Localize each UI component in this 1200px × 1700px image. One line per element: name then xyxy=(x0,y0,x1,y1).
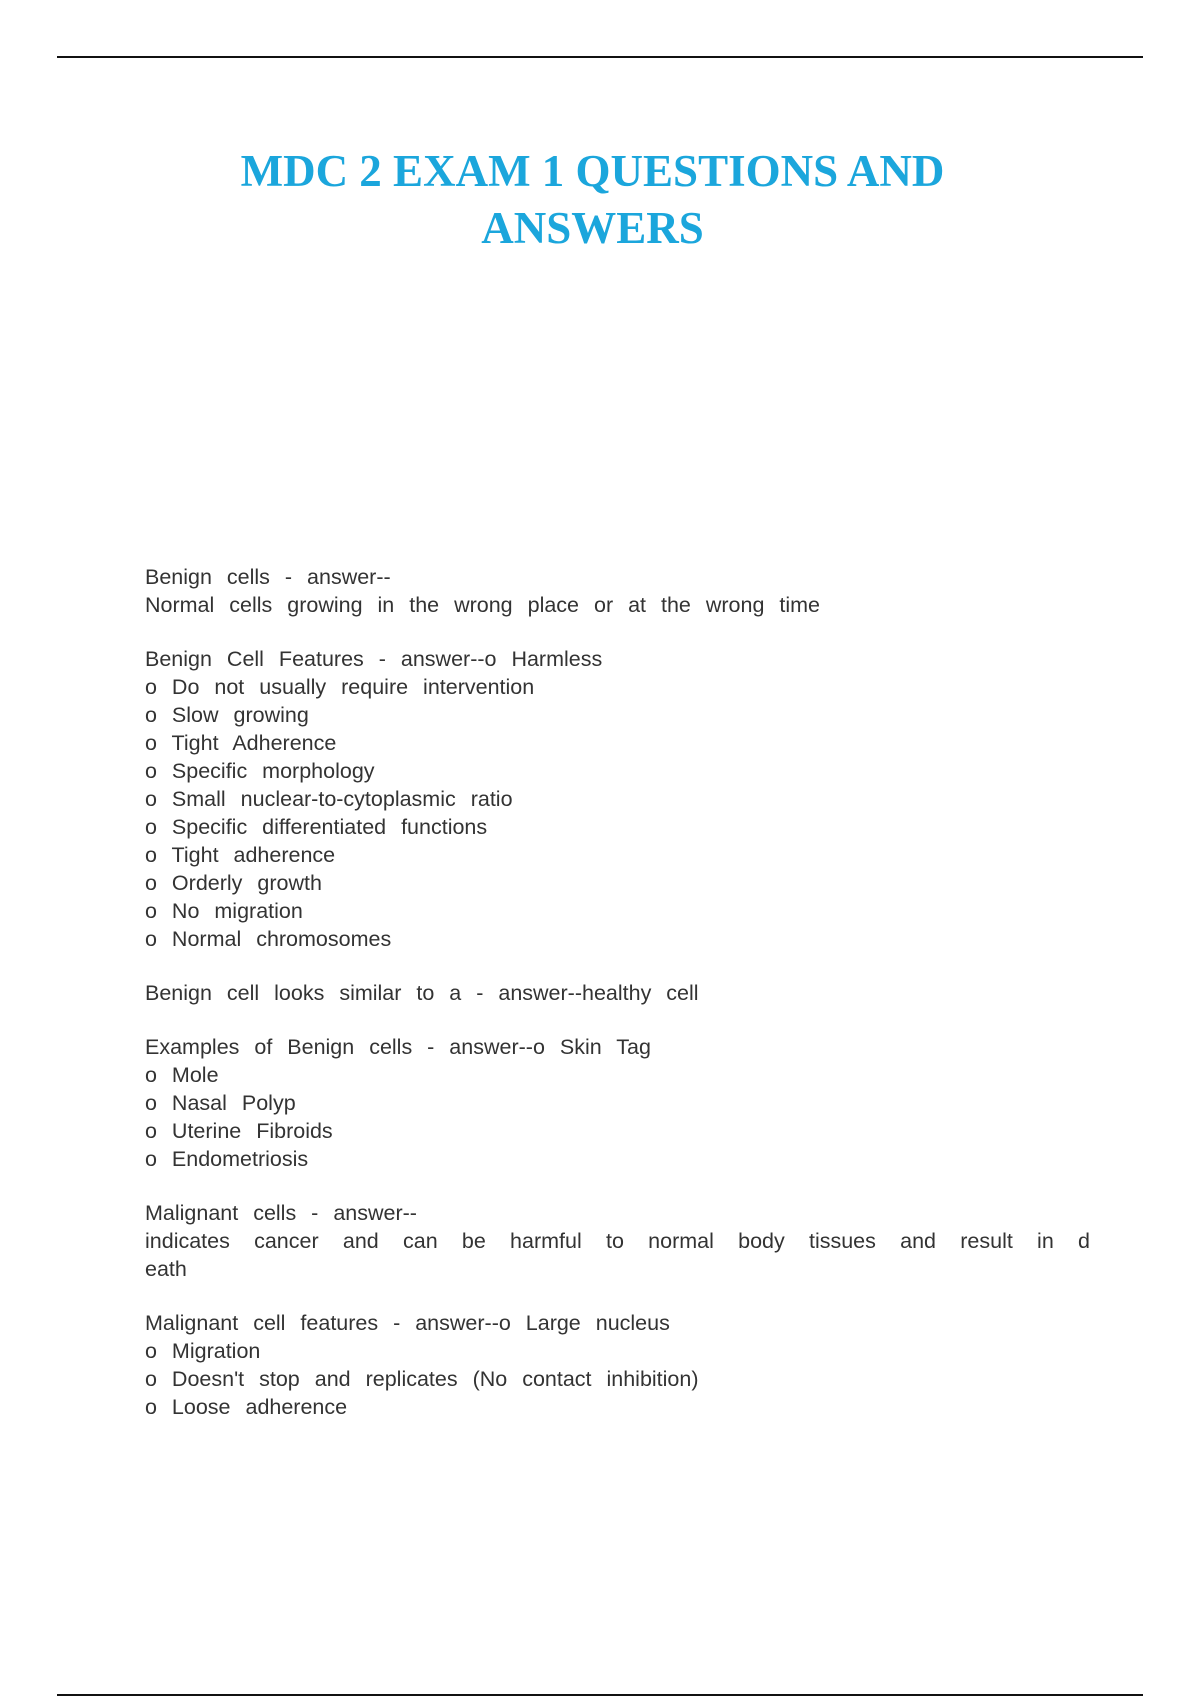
qa-line: o Loose adherence xyxy=(145,1395,348,1419)
qa-block-benign-looks-similar xyxy=(145,979,1090,1007)
title-line-1: MDC 2 EXAM 1 QUESTIONS AND xyxy=(240,146,945,196)
qa-line: o Small nuclear-to-cytoplasmic ratio xyxy=(145,787,513,811)
qa-line: Examples of Benign cells - answer--o Skin Tag xyxy=(145,1035,651,1059)
qa-line: o No migration xyxy=(145,899,303,923)
qa-line: indicates cancer and can be harmful to normal body tissues and result in d xyxy=(145,1229,1090,1253)
qa-line: o Do not usually require intervention xyxy=(145,675,535,699)
qa-block-examples-benign xyxy=(145,1033,1090,1173)
qa-line: o Orderly growth xyxy=(145,871,322,895)
qa-line: Malignant cells - answer-- xyxy=(145,1201,417,1225)
bottom-rule xyxy=(57,1694,1143,1696)
qa-line: o Specific morphology xyxy=(145,759,375,783)
qa-line: o Nasal Polyp xyxy=(145,1091,296,1115)
qa-line: Malignant cell features - answer--o Large nucleus xyxy=(145,1311,670,1335)
qa-line: o Endometriosis xyxy=(145,1147,309,1171)
qa-line: o Tight adherence xyxy=(145,843,336,867)
qa-line: o Doesn't stop and replicates (No contact inhibition) xyxy=(145,1367,699,1391)
qa-block-benign-cells xyxy=(145,563,1090,619)
qa-block-malignant-cell-features xyxy=(145,1309,1090,1421)
title-line-2: ANSWERS xyxy=(481,203,704,253)
qa-line: Benign cells - answer-- xyxy=(145,565,391,589)
document-title xyxy=(170,143,1015,257)
qa-line: Benign cell looks similar to a - answer--healthy cell xyxy=(145,981,699,1005)
qa-content xyxy=(145,563,1090,1447)
qa-line: o Specific differentiated functions xyxy=(145,815,488,839)
top-rule xyxy=(57,56,1143,58)
qa-line: o Tight Adherence xyxy=(145,731,337,755)
qa-line: o Uterine Fibroids xyxy=(145,1119,333,1143)
qa-line: Normal cells growing in the wrong place or at the wrong time xyxy=(145,593,820,617)
qa-line: eath xyxy=(145,1257,187,1281)
qa-block-benign-cell-features xyxy=(145,645,1090,953)
qa-line: o Mole xyxy=(145,1063,219,1087)
qa-line: o Slow growing xyxy=(145,703,309,727)
qa-line: o Normal chromosomes xyxy=(145,927,392,951)
qa-line: Benign Cell Features - answer--o Harmless xyxy=(145,647,603,671)
qa-line: o Migration xyxy=(145,1339,261,1363)
qa-block-malignant-cells xyxy=(145,1199,1090,1283)
